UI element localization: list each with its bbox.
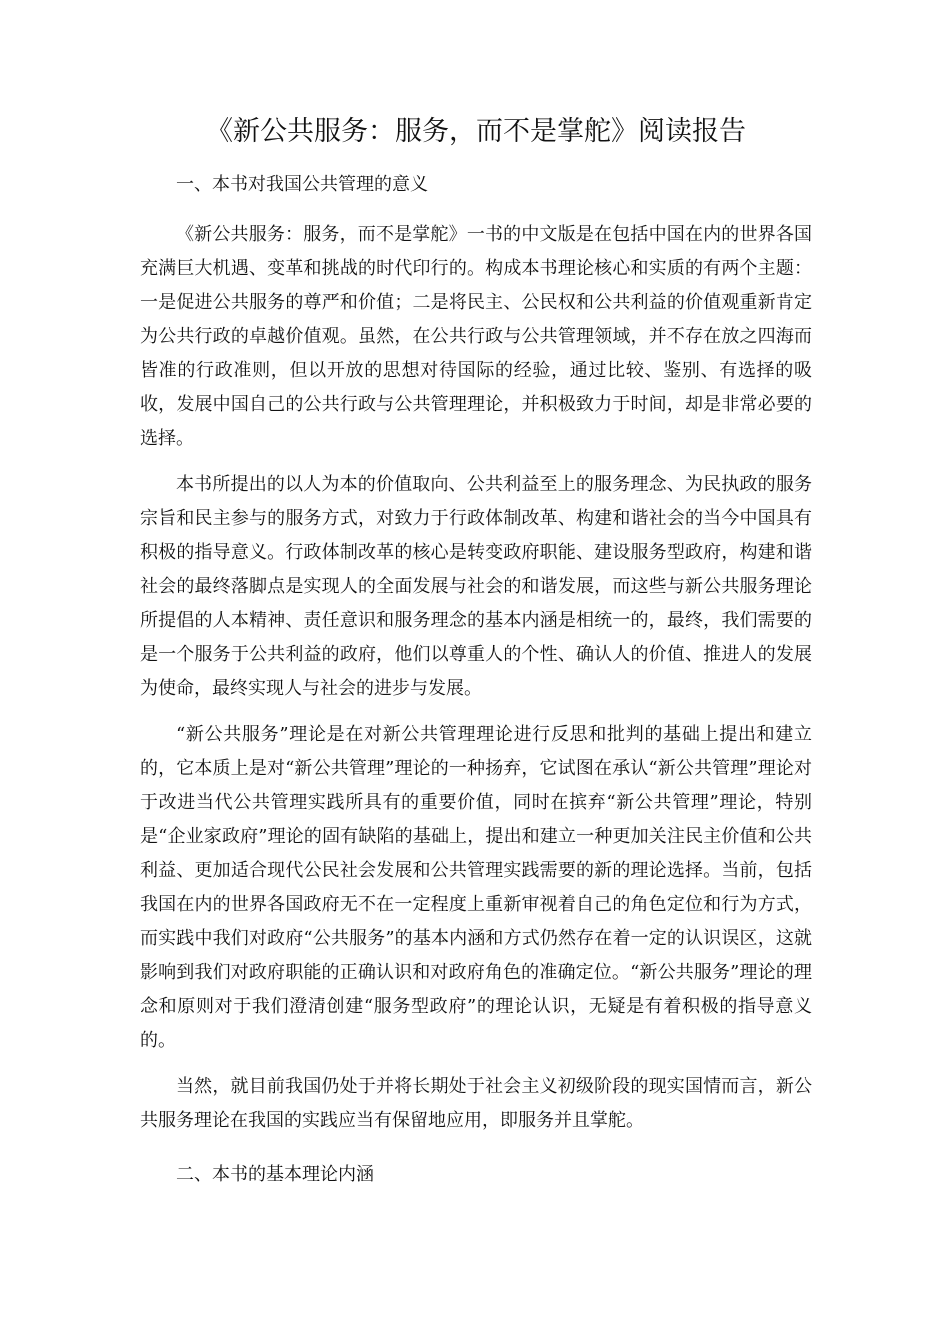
paragraph-4: 当然，就目前我国仍处于并将长期处于社会主义初级阶段的现实国情而言，新公共服务理论在我国的实践应当有保留地应用，即服务并且掌舵。 (140, 1076, 812, 1131)
section-heading-1: 一、本书对我国公共管理的意义 (176, 174, 428, 195)
paragraph-3: “新公共服务”理论是在对新公共管理理论进行反思和批判的基础上提出和建立的，它本质上是对“新公共管理”理论的一种扬弃，它试图在承认“新公共管理”理论对于改进当代公共管理实践所具有的重要价值，同时在摈弃“新公共管理”理论，特别是“企业家政府”理论的固有缺陷的基础上，提出和建立一种更加关注民主价值和公共利益、更加适合现代公民社会发展和公共管理实践需要的新的理论选择。当前，包括我国在内的世界各国政府无不在一定程度上重新审视着自己的角色定位和行为方式，而实践中我们对政府“公共服务”的基本内涵和方式仍然存在着一定的认识误区，这就影响到我们对政府职能的正确认识和对政府角色的准确定位。“新公共服务”理论的理念和原则对于我们澄清创建“服务型政府”的理论认识，无疑是有着积极的指导意义的。 (140, 724, 812, 1051)
document-body (140, 112, 812, 1208)
document-title: 《新公共服务：服务，而不是掌舵》阅读报告 (206, 116, 746, 147)
paragraph-2: 本书所提出的以人为本的价值取向、公共利益至上的服务理念、为民执政的服务宗旨和民主参与的服务方式，对致力于行政体制改革、构建和谐社会的当今中国具有积极的指导意义。行政体制改革的核心是转变政府职能、建设服务型政府，构建和谐社会的最终落脚点是实现人的全面发展与社会的和谐发展，而这些与新公共服务理论所提倡的人本精神、责任意识和服务理念的基本内涵是相统一的，最终，我们需要的是一个服务于公共利益的政府，他们以尊重人的个性、确认人的价值、推进人的发展为使命，最终实现人与社会的进步与发展。 (140, 474, 812, 699)
section-heading-2: 二、本书的基本理论内涵 (176, 1164, 374, 1185)
paragraph-1: 《新公共服务：服务，而不是掌舵》一书的中文版是在包括中国在内的世界各国充满巨大机遇、变革和挑战的时代印行的。构成本书理论核心和实质的有两个主题：一是促进公共服务的尊严和价值；二是将民主、公民权和公共利益的价值观重新肯定为公共行政的卓越价值观。虽然，在公共行政与公共管理领域，并不存在放之四海而皆准的行政准则，但以开放的思想对待国际的经验，通过比较、鉴别、有选择的吸收，发展中国自己的公共行政与公共管理理论，并积极致力于时间，却是非常必要的选择。 (140, 224, 812, 449)
